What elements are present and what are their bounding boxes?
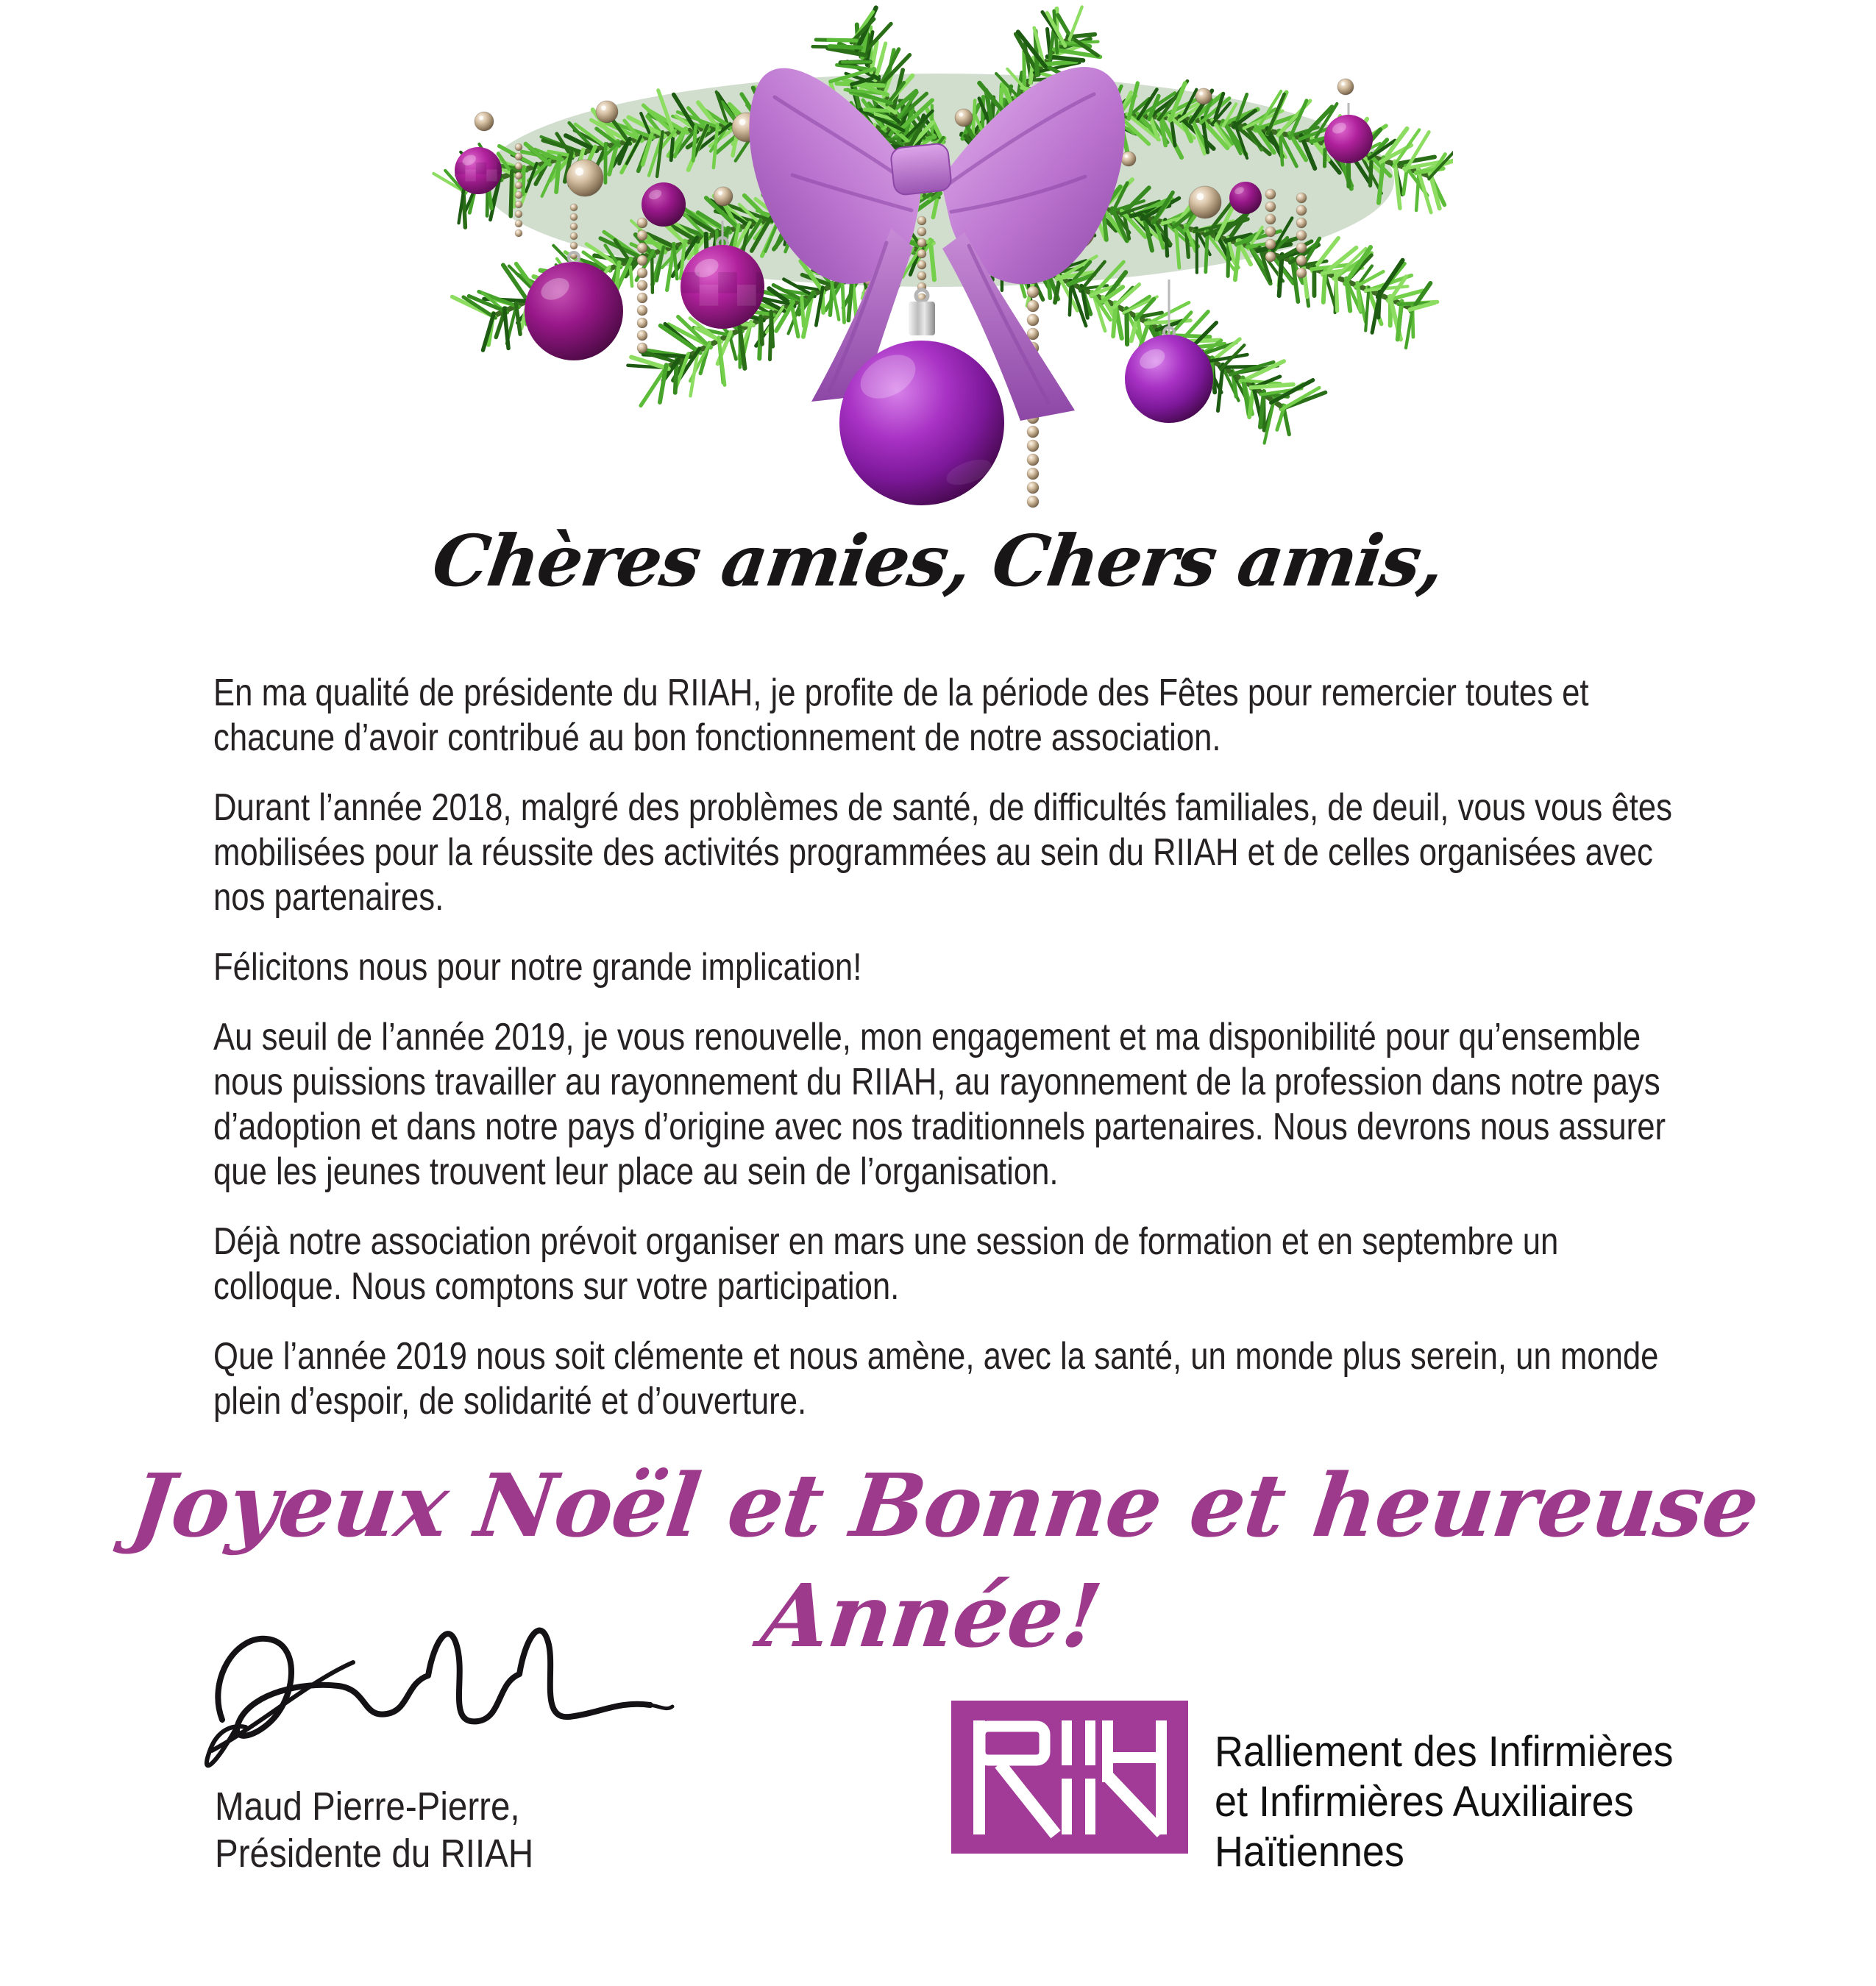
signer-block — [215, 1783, 533, 1877]
signer-name: Maud Pierre-Pierre, — [215, 1784, 520, 1829]
letter-paragraph: Déjà notre association prévoit organiser en mars une session de formation et en septembre un colloque. Nous comptons sur votre participation. — [213, 1220, 1559, 1308]
signature-image — [197, 1595, 683, 1786]
organization-name — [1215, 1701, 1674, 1877]
letter-paragraph: Que l’année 2019 nous soit clémente et nous amène, avec la santé, un monde plus serein, un monde plein d’espoir, de solidarité et d’ouverture. — [213, 1335, 1659, 1423]
organization-name-line: Haïtiennes — [1215, 1828, 1404, 1876]
letter-paragraph: Félicitons nous pour notre grande implication! — [213, 946, 862, 989]
riih-logo-block — [951, 1701, 1708, 1877]
salutation-heading: Chères amies, Chers amis, — [427, 519, 1449, 602]
christmas-garland-image — [423, 0, 1453, 515]
letter-paragraph: En ma qualité de présidente du RIIAH, je profite de la période des Fêtes pour remercier toutes et chacune d’avoir contribué au bon fonctionnement de notre association. — [213, 672, 1589, 759]
organization-name-line: et Infirmières Auxiliaires — [1215, 1778, 1634, 1826]
organization-name-line: Ralliement des Infirmières — [1215, 1728, 1674, 1776]
letter-paragraph: Au seuil de l’année 2019, je vous renouvelle, mon engagement et ma disponibilité pour qu’ensemble nous puissions travailler au rayonnement du RIIAH, au rayonnement de la profession dans notre pays d’adoption et dans notre pays d’origine avec nos traditionnels partenaires. Nous devrons nous assurer que les jeunes trouvent leur place au sein de l’organisation. — [213, 1016, 1666, 1193]
garland-artwork — [423, 0, 1453, 515]
riih-logo — [951, 1701, 1188, 1854]
holiday-wish: Joyeux Noël et Bonne et heureuse Année! — [125, 1454, 1764, 1667]
letter-body — [213, 671, 1691, 1449]
signer-title: Présidente du RIIAH — [215, 1832, 534, 1876]
letter-paragraph: Durant l’année 2018, malgré des problèmes de santé, de difficultés familiales, de deuil, vous vous êtes mobilisées pour la réussite des activités programmées au sein du RIIAH et de celles organisées avec nos partenaires. — [213, 786, 1672, 919]
